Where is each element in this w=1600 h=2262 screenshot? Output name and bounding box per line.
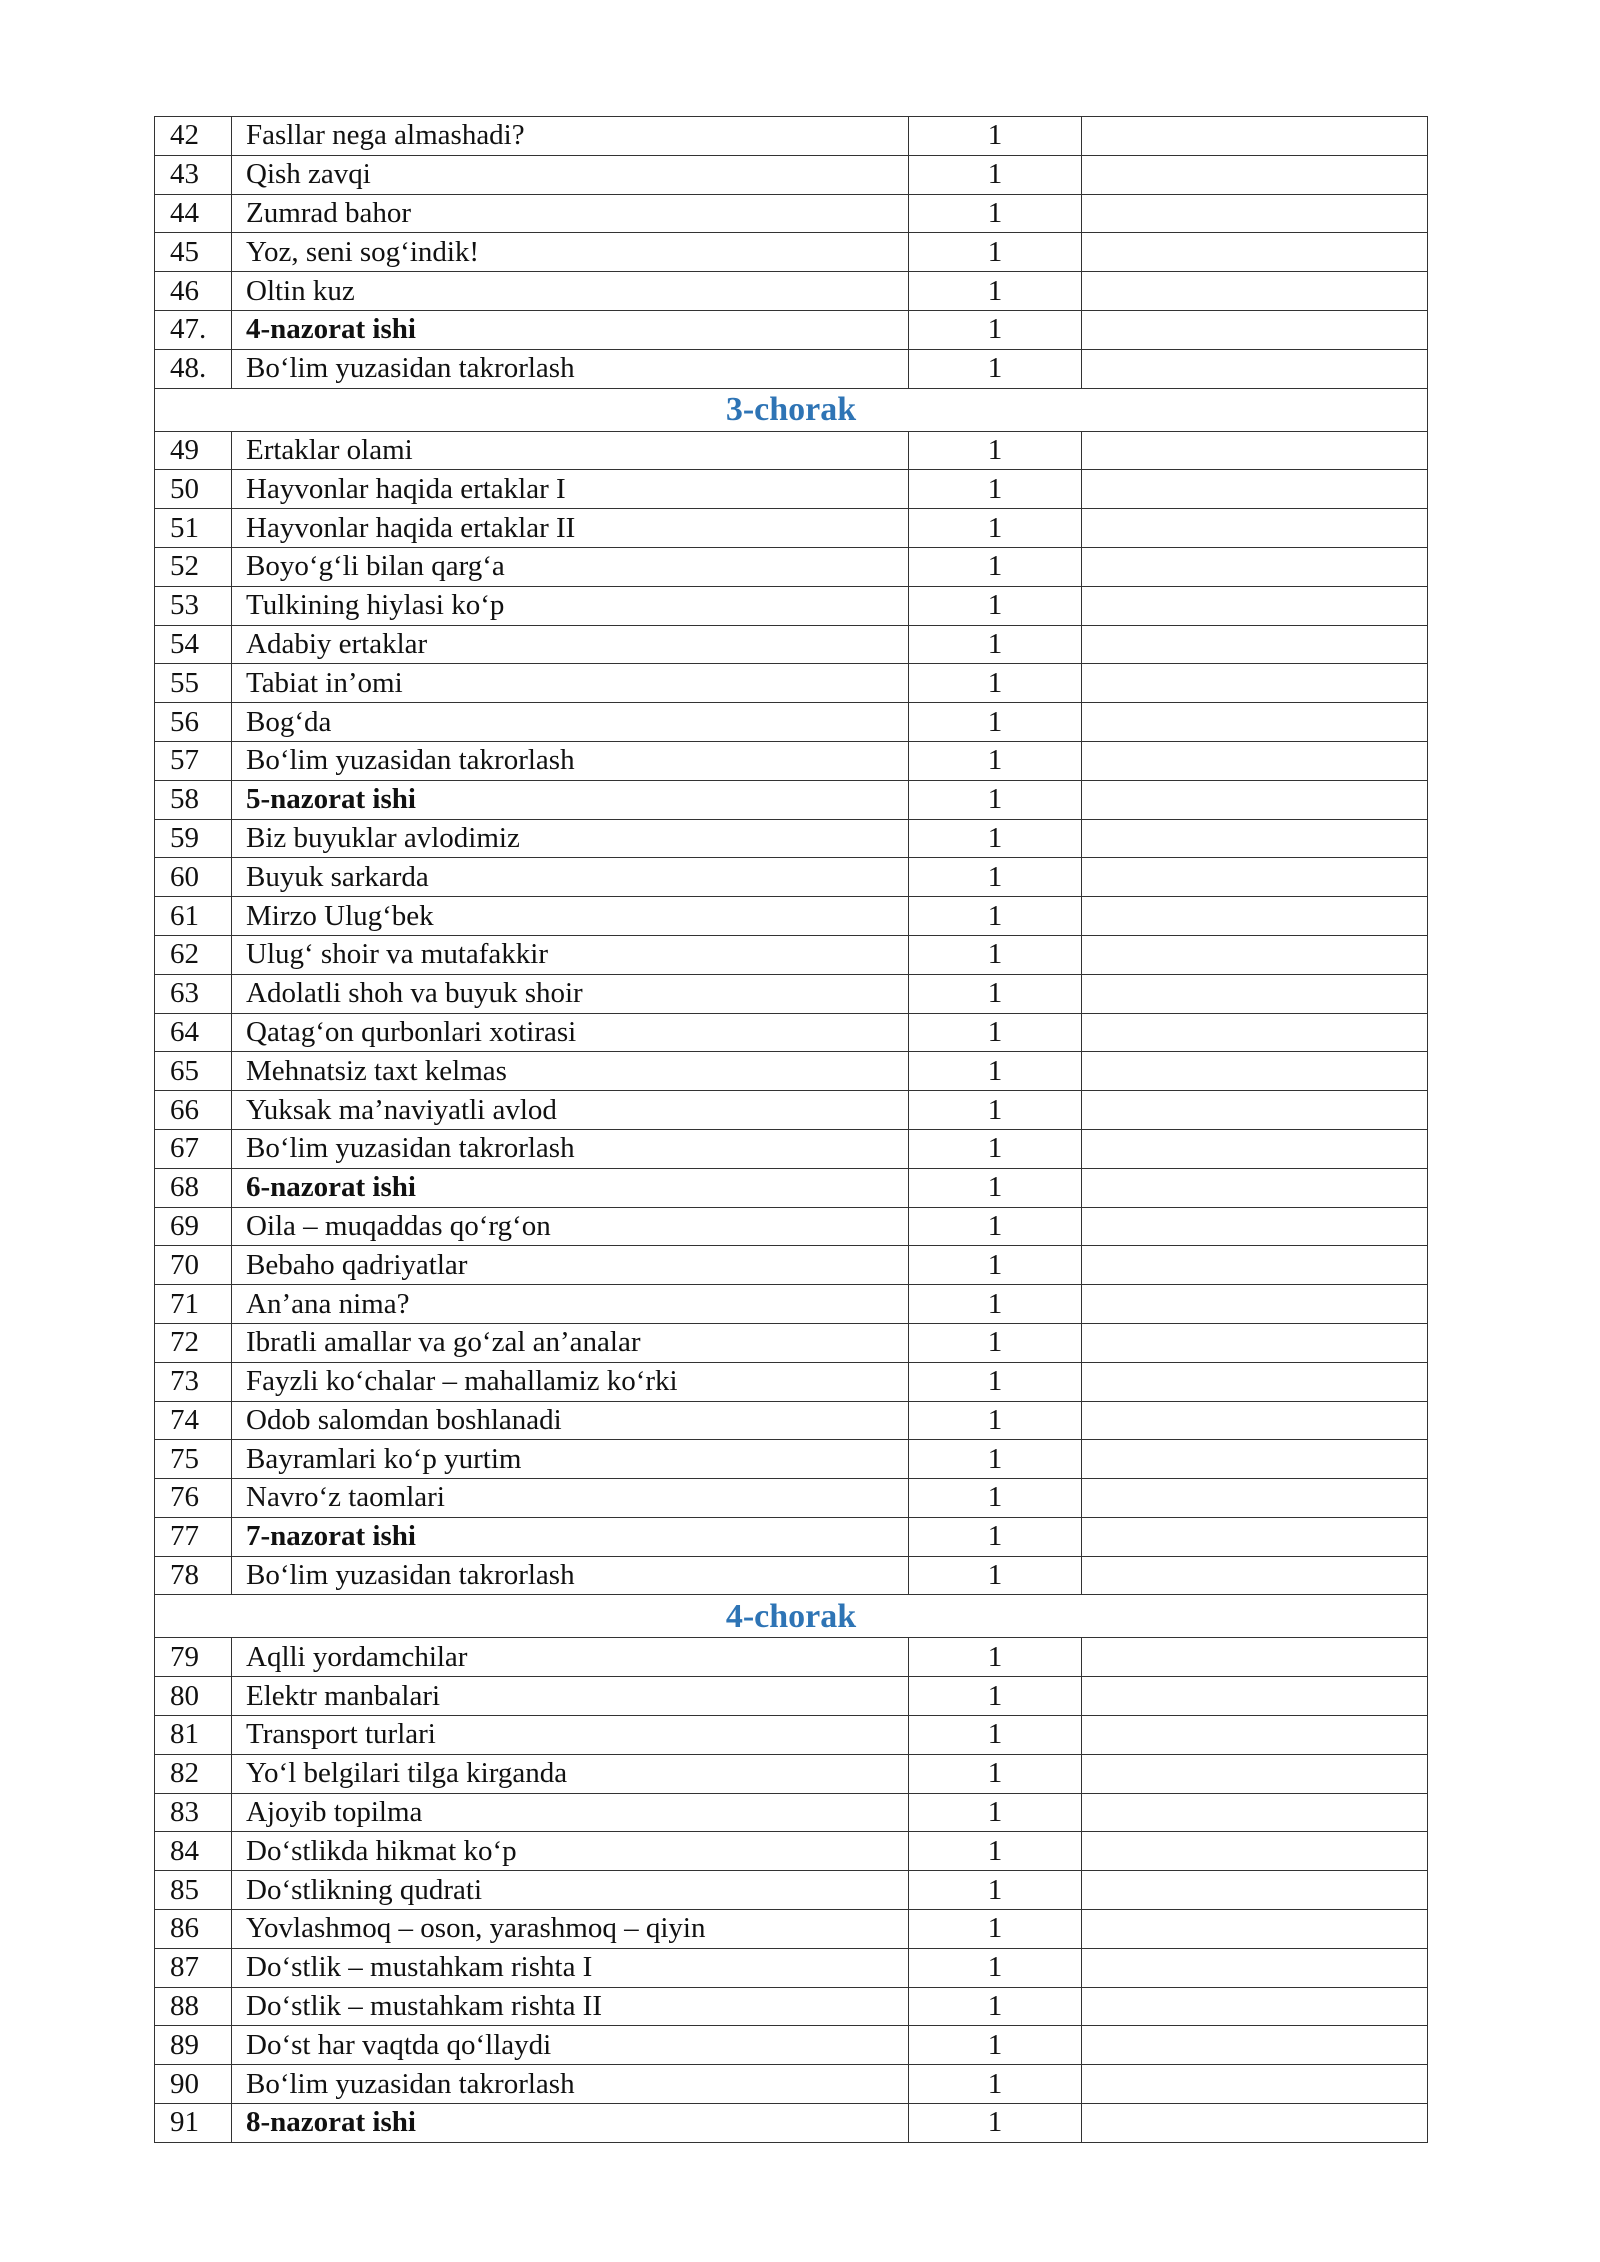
lesson-row <box>155 664 1428 703</box>
lesson-topic: Do‘stlikning qudrati <box>232 1871 909 1910</box>
lesson-plan-table <box>154 116 1428 2143</box>
lesson-number: 89 <box>155 2026 232 2065</box>
lesson-row <box>155 935 1428 974</box>
lesson-hours: 1 <box>909 1440 1082 1479</box>
lesson-number: 81 <box>155 1716 232 1755</box>
lesson-number: 90 <box>155 2065 232 2104</box>
lesson-hours: 1 <box>909 1285 1082 1324</box>
lesson-row <box>155 1910 1428 1949</box>
lesson-notes-cell <box>1082 1716 1428 1755</box>
lesson-notes-cell <box>1082 2104 1428 2143</box>
lesson-notes-cell <box>1082 547 1428 586</box>
lesson-number: 68 <box>155 1168 232 1207</box>
lesson-topic: Bebaho qadriyatlar <box>232 1246 909 1285</box>
lesson-number: 70 <box>155 1246 232 1285</box>
lesson-topic: Navro‘z taomlari <box>232 1479 909 1518</box>
lesson-row <box>155 1246 1428 1285</box>
lesson-notes-cell <box>1082 780 1428 819</box>
lesson-hours: 1 <box>909 1052 1082 1091</box>
lesson-number: 57 <box>155 741 232 780</box>
lesson-number: 86 <box>155 1910 232 1949</box>
lesson-row <box>155 310 1428 349</box>
lesson-topic: Do‘stlik – mustahkam rishta I <box>232 1948 909 1987</box>
lesson-row <box>155 2065 1428 2104</box>
lesson-row <box>155 1129 1428 1168</box>
lesson-topic: Bo‘lim yuzasidan takrorlash <box>232 741 909 780</box>
lesson-number: 58 <box>155 780 232 819</box>
lesson-row <box>155 1168 1428 1207</box>
lesson-hours: 1 <box>909 819 1082 858</box>
lesson-number: 88 <box>155 1987 232 2026</box>
lesson-row <box>155 509 1428 548</box>
lesson-hours: 1 <box>909 1793 1082 1832</box>
lesson-hours: 1 <box>909 741 1082 780</box>
lesson-row <box>155 1754 1428 1793</box>
lesson-hours: 1 <box>909 233 1082 272</box>
lesson-notes-cell <box>1082 625 1428 664</box>
lesson-row <box>155 1013 1428 1052</box>
lesson-topic: 5-nazorat ishi <box>232 780 909 819</box>
lesson-number: 59 <box>155 819 232 858</box>
lesson-row <box>155 897 1428 936</box>
lesson-number: 80 <box>155 1677 232 1716</box>
lesson-notes-cell <box>1082 1091 1428 1130</box>
lesson-hours: 1 <box>909 1401 1082 1440</box>
lesson-notes-cell <box>1082 233 1428 272</box>
lesson-topic: Ulug‘ shoir va mutafakkir <box>232 935 909 974</box>
lesson-hours: 1 <box>909 1754 1082 1793</box>
lesson-hours: 1 <box>909 1556 1082 1595</box>
lesson-notes-cell <box>1082 1832 1428 1871</box>
lesson-notes-cell <box>1082 272 1428 311</box>
lesson-hours: 1 <box>909 2065 1082 2104</box>
lesson-number: 83 <box>155 1793 232 1832</box>
lesson-hours: 1 <box>909 431 1082 470</box>
lesson-row <box>155 1987 1428 2026</box>
lesson-row <box>155 1479 1428 1518</box>
lesson-hours: 1 <box>909 858 1082 897</box>
lesson-hours: 1 <box>909 509 1082 548</box>
lesson-topic: Mirzo Ulug‘bek <box>232 897 909 936</box>
lesson-notes-cell <box>1082 1401 1428 1440</box>
lesson-notes-cell <box>1082 1517 1428 1556</box>
lesson-notes-cell <box>1082 897 1428 936</box>
lesson-notes-cell <box>1082 1556 1428 1595</box>
lesson-notes-cell <box>1082 974 1428 1013</box>
lesson-number: 65 <box>155 1052 232 1091</box>
lesson-hours: 1 <box>909 1832 1082 1871</box>
lesson-row <box>155 155 1428 194</box>
lesson-topic: 6-nazorat ishi <box>232 1168 909 1207</box>
lesson-number: 48. <box>155 349 232 388</box>
quarter-heading: 4-chorak <box>155 1595 1428 1638</box>
lesson-topic: Adabiy ertaklar <box>232 625 909 664</box>
lesson-row <box>155 741 1428 780</box>
lesson-number: 72 <box>155 1323 232 1362</box>
lesson-row <box>155 1716 1428 1755</box>
lesson-notes-cell <box>1082 470 1428 509</box>
lesson-number: 46 <box>155 272 232 311</box>
lesson-notes-cell <box>1082 1987 1428 2026</box>
lesson-notes-cell <box>1082 1754 1428 1793</box>
lesson-topic: Ajoyib topilma <box>232 1793 909 1832</box>
lesson-notes-cell <box>1082 1871 1428 1910</box>
lesson-notes-cell <box>1082 1013 1428 1052</box>
lesson-number: 43 <box>155 155 232 194</box>
lesson-topic: Mehnatsiz taxt kelmas <box>232 1052 909 1091</box>
lesson-hours: 1 <box>909 935 1082 974</box>
lesson-number: 85 <box>155 1871 232 1910</box>
lesson-notes-cell <box>1082 858 1428 897</box>
lesson-hours: 1 <box>909 1168 1082 1207</box>
lesson-hours: 1 <box>909 155 1082 194</box>
lesson-row <box>155 2026 1428 2065</box>
lesson-topic: Bayramlari ko‘p yurtim <box>232 1440 909 1479</box>
lesson-number: 62 <box>155 935 232 974</box>
lesson-notes-cell <box>1082 741 1428 780</box>
lesson-row <box>155 819 1428 858</box>
lesson-hours: 1 <box>909 117 1082 156</box>
lesson-notes-cell <box>1082 1207 1428 1246</box>
quarter-heading-row <box>155 1595 1428 1638</box>
lesson-hours: 1 <box>909 974 1082 1013</box>
lesson-notes-cell <box>1082 155 1428 194</box>
lesson-row <box>155 625 1428 664</box>
lesson-number: 55 <box>155 664 232 703</box>
lesson-notes-cell <box>1082 819 1428 858</box>
lesson-topic: Tulkining hiylasi ko‘p <box>232 586 909 625</box>
lesson-number: 79 <box>155 1638 232 1677</box>
lesson-notes-cell <box>1082 1440 1428 1479</box>
lesson-row <box>155 272 1428 311</box>
lesson-notes-cell <box>1082 1793 1428 1832</box>
lesson-notes-cell <box>1082 1910 1428 1949</box>
lesson-topic: Adolatli shoh va buyuk shoir <box>232 974 909 1013</box>
lesson-hours: 1 <box>909 1716 1082 1755</box>
lesson-topic: Do‘stlik – mustahkam rishta II <box>232 1987 909 2026</box>
lesson-row <box>155 1517 1428 1556</box>
lesson-hours: 1 <box>909 470 1082 509</box>
lesson-row <box>155 1052 1428 1091</box>
lesson-hours: 1 <box>909 1910 1082 1949</box>
lesson-notes-cell <box>1082 1285 1428 1324</box>
lesson-hours: 1 <box>909 1479 1082 1518</box>
lesson-number: 51 <box>155 509 232 548</box>
lesson-topic: Elektr manbalari <box>232 1677 909 1716</box>
lesson-row <box>155 780 1428 819</box>
lesson-topic: 4-nazorat ishi <box>232 310 909 349</box>
lesson-notes-cell <box>1082 1168 1428 1207</box>
lesson-topic: An’ana nima? <box>232 1285 909 1324</box>
lesson-row <box>155 1948 1428 1987</box>
lesson-row <box>155 431 1428 470</box>
lesson-notes-cell <box>1082 1052 1428 1091</box>
lesson-number: 64 <box>155 1013 232 1052</box>
lesson-row <box>155 2104 1428 2143</box>
lesson-topic: Bog‘da <box>232 703 909 742</box>
lesson-number: 91 <box>155 2104 232 2143</box>
lesson-hours: 1 <box>909 547 1082 586</box>
lesson-notes-cell <box>1082 1948 1428 1987</box>
lesson-topic: Tabiat in’omi <box>232 664 909 703</box>
lesson-topic: Fayzli ko‘chalar – mahallamiz ko‘rki <box>232 1362 909 1401</box>
lesson-number: 60 <box>155 858 232 897</box>
lesson-hours: 1 <box>909 1677 1082 1716</box>
lesson-row <box>155 470 1428 509</box>
lesson-notes-cell <box>1082 117 1428 156</box>
lesson-row <box>155 1362 1428 1401</box>
lesson-number: 45 <box>155 233 232 272</box>
lesson-notes-cell <box>1082 194 1428 233</box>
lesson-row <box>155 1207 1428 1246</box>
lesson-topic: Ibratli amallar va go‘zal an’analar <box>232 1323 909 1362</box>
lesson-number: 71 <box>155 1285 232 1324</box>
lesson-number: 73 <box>155 1362 232 1401</box>
lesson-number: 42 <box>155 117 232 156</box>
lesson-topic: Do‘st har vaqtda qo‘llaydi <box>232 2026 909 2065</box>
lesson-hours: 1 <box>909 586 1082 625</box>
lesson-hours: 1 <box>909 1987 1082 2026</box>
lesson-notes-cell <box>1082 1129 1428 1168</box>
lesson-topic: Biz buyuklar avlodimiz <box>232 819 909 858</box>
lesson-row <box>155 1556 1428 1595</box>
lesson-row <box>155 1832 1428 1871</box>
lesson-number: 50 <box>155 470 232 509</box>
lesson-topic: Ertaklar olami <box>232 431 909 470</box>
lesson-number: 56 <box>155 703 232 742</box>
lesson-notes-cell <box>1082 310 1428 349</box>
lesson-topic: Do‘stlikda hikmat ko‘p <box>232 1832 909 1871</box>
lesson-topic: Aqlli yordamchilar <box>232 1638 909 1677</box>
lesson-hours: 1 <box>909 1638 1082 1677</box>
lesson-row <box>155 1677 1428 1716</box>
lesson-topic: Bo‘lim yuzasidan takrorlash <box>232 1129 909 1168</box>
lesson-number: 66 <box>155 1091 232 1130</box>
lesson-hours: 1 <box>909 780 1082 819</box>
lesson-notes-cell <box>1082 1362 1428 1401</box>
lesson-topic: 7-nazorat ishi <box>232 1517 909 1556</box>
lesson-hours: 1 <box>909 1517 1082 1556</box>
lesson-topic: Buyuk sarkarda <box>232 858 909 897</box>
lesson-plan-body <box>155 117 1428 2143</box>
quarter-heading-row <box>155 388 1428 431</box>
lesson-notes-cell <box>1082 2065 1428 2104</box>
quarter-heading: 3-chorak <box>155 388 1428 431</box>
lesson-topic: Fasllar nega almashadi? <box>232 117 909 156</box>
lesson-hours: 1 <box>909 1207 1082 1246</box>
lesson-hours: 1 <box>909 2026 1082 2065</box>
lesson-number: 87 <box>155 1948 232 1987</box>
lesson-hours: 1 <box>909 1362 1082 1401</box>
lesson-topic: Odob salomdan boshlanadi <box>232 1401 909 1440</box>
lesson-number: 63 <box>155 974 232 1013</box>
lesson-row <box>155 1793 1428 1832</box>
lesson-notes-cell <box>1082 509 1428 548</box>
lesson-topic: Zumrad bahor <box>232 194 909 233</box>
lesson-notes-cell <box>1082 664 1428 703</box>
lesson-topic: Yovlashmoq – oson, yarashmoq – qiyin <box>232 1910 909 1949</box>
lesson-topic: Bo‘lim yuzasidan takrorlash <box>232 2065 909 2104</box>
lesson-number: 75 <box>155 1440 232 1479</box>
lesson-hours: 1 <box>909 703 1082 742</box>
lesson-number: 54 <box>155 625 232 664</box>
lesson-row <box>155 1440 1428 1479</box>
lesson-notes-cell <box>1082 1246 1428 1285</box>
lesson-number: 69 <box>155 1207 232 1246</box>
lesson-row <box>155 1323 1428 1362</box>
lesson-notes-cell <box>1082 1479 1428 1518</box>
lesson-hours: 1 <box>909 1013 1082 1052</box>
lesson-notes-cell <box>1082 935 1428 974</box>
lesson-notes-cell <box>1082 2026 1428 2065</box>
lesson-hours: 1 <box>909 897 1082 936</box>
lesson-row <box>155 117 1428 156</box>
lesson-hours: 1 <box>909 625 1082 664</box>
lesson-number: 44 <box>155 194 232 233</box>
lesson-topic: Qish zavqi <box>232 155 909 194</box>
lesson-topic: Yoz, seni sog‘indik! <box>232 233 909 272</box>
lesson-hours: 1 <box>909 1323 1082 1362</box>
lesson-number: 61 <box>155 897 232 936</box>
lesson-hours: 1 <box>909 1871 1082 1910</box>
lesson-topic: Oila – muqaddas qo‘rg‘on <box>232 1207 909 1246</box>
lesson-hours: 1 <box>909 194 1082 233</box>
lesson-row <box>155 974 1428 1013</box>
lesson-number: 53 <box>155 586 232 625</box>
lesson-hours: 1 <box>909 310 1082 349</box>
lesson-topic: Yo‘l belgilari tilga kirganda <box>232 1754 909 1793</box>
lesson-number: 82 <box>155 1754 232 1793</box>
lesson-number: 47. <box>155 310 232 349</box>
lesson-hours: 1 <box>909 1091 1082 1130</box>
lesson-row <box>155 233 1428 272</box>
lesson-hours: 1 <box>909 1129 1082 1168</box>
lesson-row <box>155 1638 1428 1677</box>
lesson-row <box>155 194 1428 233</box>
lesson-hours: 1 <box>909 2104 1082 2143</box>
lesson-topic: Bo‘lim yuzasidan takrorlash <box>232 349 909 388</box>
lesson-notes-cell <box>1082 703 1428 742</box>
lesson-notes-cell <box>1082 1638 1428 1677</box>
lesson-topic: Boyo‘g‘li bilan qarg‘a <box>232 547 909 586</box>
lesson-hours: 1 <box>909 1246 1082 1285</box>
lesson-topic: Hayvonlar haqida ertaklar I <box>232 470 909 509</box>
lesson-notes-cell <box>1082 431 1428 470</box>
lesson-number: 76 <box>155 1479 232 1518</box>
lesson-topic: Qatag‘on qurbonlari xotirasi <box>232 1013 909 1052</box>
lesson-topic: Oltin kuz <box>232 272 909 311</box>
lesson-notes-cell <box>1082 349 1428 388</box>
lesson-notes-cell <box>1082 1323 1428 1362</box>
lesson-row <box>155 1091 1428 1130</box>
lesson-topic: 8-nazorat ishi <box>232 2104 909 2143</box>
lesson-hours: 1 <box>909 349 1082 388</box>
lesson-row <box>155 1285 1428 1324</box>
lesson-row <box>155 586 1428 625</box>
lesson-topic: Bo‘lim yuzasidan takrorlash <box>232 1556 909 1595</box>
lesson-notes-cell <box>1082 586 1428 625</box>
lesson-number: 77 <box>155 1517 232 1556</box>
lesson-row <box>155 1871 1428 1910</box>
lesson-number: 67 <box>155 1129 232 1168</box>
lesson-number: 52 <box>155 547 232 586</box>
lesson-row <box>155 349 1428 388</box>
lesson-number: 84 <box>155 1832 232 1871</box>
lesson-row <box>155 547 1428 586</box>
lesson-notes-cell <box>1082 1677 1428 1716</box>
lesson-topic: Transport turlari <box>232 1716 909 1755</box>
lesson-hours: 1 <box>909 272 1082 311</box>
lesson-row <box>155 1401 1428 1440</box>
lesson-hours: 1 <box>909 1948 1082 1987</box>
lesson-number: 78 <box>155 1556 232 1595</box>
lesson-hours: 1 <box>909 664 1082 703</box>
lesson-row <box>155 703 1428 742</box>
lesson-topic: Hayvonlar haqida ertaklar II <box>232 509 909 548</box>
lesson-topic: Yuksak ma’naviyatli avlod <box>232 1091 909 1130</box>
lesson-row <box>155 858 1428 897</box>
lesson-number: 49 <box>155 431 232 470</box>
lesson-number: 74 <box>155 1401 232 1440</box>
